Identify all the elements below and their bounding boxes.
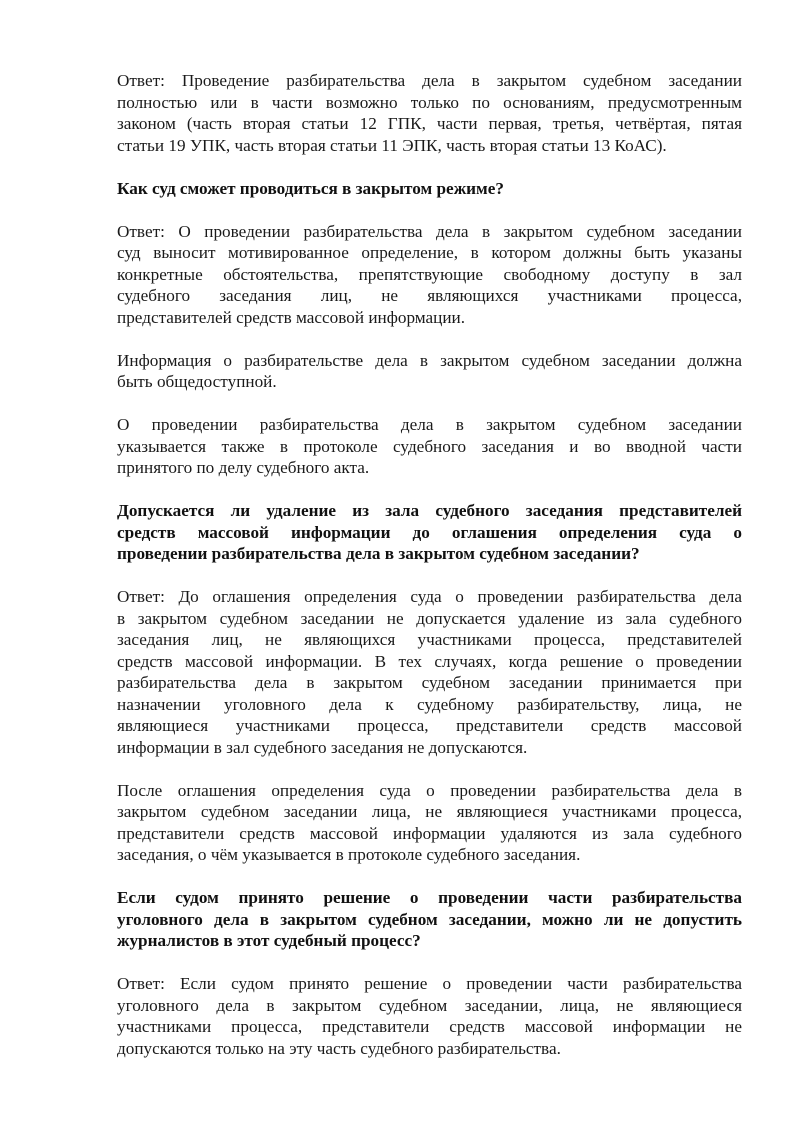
info-paragraph <box>117 780 742 866</box>
text-line: Ответ: До оглашения определения суда о проведении разбирательства дела <box>117 587 742 606</box>
text-line: являющиеся участниками процесса, представители средств массовой <box>117 716 742 735</box>
text-line: принятого по делу судебного акта. <box>117 458 370 477</box>
answer-paragraph <box>117 973 742 1059</box>
text-line: уголовного дела в закрытом судебном заседании, лица, не являющиеся <box>117 995 742 1015</box>
text-line: Ответ: О проведении разбирательства дела в закрытом судебном заседании <box>117 221 742 241</box>
text-line: проведении разбирательства дела в закрытом судебном заседании? <box>117 544 640 563</box>
text-line: уголовного дела в закрытом судебном заседании, можно ли не допустить <box>117 909 742 929</box>
text-line: назначении уголовного дела к судебному разбирательству, лица, не <box>117 694 742 714</box>
text-line: Ответ: Если судом принято решение о проведении части разбирательства <box>117 974 742 993</box>
question-heading <box>117 178 742 200</box>
text-line: разбирательства дела в закрытом судебном заседании принимается при <box>117 673 742 692</box>
text-line: быть общедоступной. <box>117 372 277 391</box>
text-line: О проведении разбирательства дела в закрытом судебном заседании <box>117 415 742 434</box>
text-line: статьи 19 УПК, часть вторая статьи 11 ЭПК, часть вторая статьи 13 КоАС). <box>117 135 667 155</box>
text-line: участниками процесса, представители средств массовой информации не <box>117 1017 742 1036</box>
text-line: заседания, о чём указывается в протоколе судебного заседания. <box>117 845 581 864</box>
text-line: представители средств массовой информации удаляются из зала судебного <box>117 823 742 843</box>
text-line: Как суд сможет проводиться в закрытом режиме? <box>117 178 504 198</box>
text-line: в закрытом судебном заседании не допускается удаление из зала судебного <box>117 608 742 628</box>
text-line: После оглашения определения суда о проведении разбирательства дела в <box>117 780 742 800</box>
text-line: полностью или в части возможно только по основаниям, предусмотренным <box>117 92 742 112</box>
text-line: журналистов в этот судебный процесс? <box>117 931 421 950</box>
text-line: суд выносит мотивированное определение, в котором должны быть указаны <box>117 243 742 262</box>
question-heading <box>117 500 742 565</box>
text-line: указывается также в протоколе судебного заседания и во вводной части <box>117 436 742 456</box>
text-line: законом (часть вторая статьи 12 ГПК, части первая, третья, четвёртая, пятая <box>117 114 742 133</box>
text-line: Ответ: Проведение разбирательства дела в закрытом судебном заседании <box>117 71 742 90</box>
text-line: средств массовой информации до оглашения определения суда о <box>117 522 742 542</box>
text-line: конкретные обстоятельства, препятствующие свободному доступу в зал <box>117 264 742 284</box>
question-heading <box>117 887 742 952</box>
answer-paragraph <box>117 70 742 156</box>
text-line: Если судом принято решение о проведении части разбирательства <box>117 888 742 907</box>
text-line: Допускается ли удаление из зала судебного заседания представителей <box>117 501 742 520</box>
text-line: судебного заседания лиц, не являющихся участниками процесса, <box>117 286 742 305</box>
text-line: представителей средств массовой информации. <box>117 307 466 327</box>
answer-paragraph <box>117 586 742 758</box>
info-paragraph <box>117 414 742 479</box>
text-line: заседания лиц, не являющихся участниками процесса, представителей <box>117 630 742 649</box>
text-line: закрытом судебном заседании лица, не являющиеся участниками процесса, <box>117 802 742 821</box>
document-page <box>117 70 742 1081</box>
text-line: средств массовой информации. В тех случаях, когда решение о проведении <box>117 651 742 671</box>
text-line: информации в зал судебного заседания не допускаются. <box>117 737 528 757</box>
answer-paragraph <box>117 221 742 329</box>
text-line: допускаются только на эту часть судебного разбирательства. <box>117 1038 561 1058</box>
text-line: Информация о разбирательстве дела в закрытом судебном заседании должна <box>117 350 742 370</box>
info-paragraph <box>117 350 742 393</box>
